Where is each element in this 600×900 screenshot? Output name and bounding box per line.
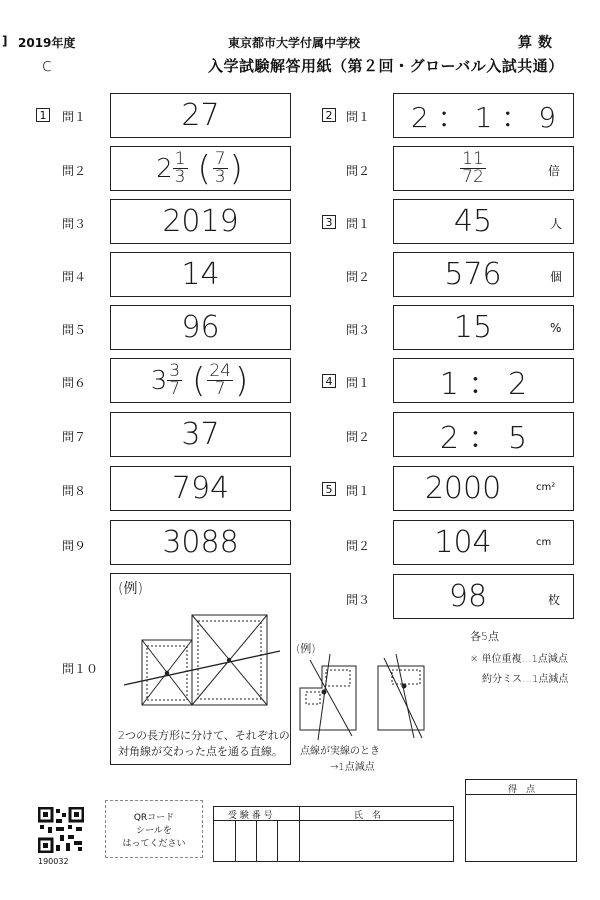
q1-6-label: 問６ (62, 376, 87, 390)
q2-2-answer (393, 146, 553, 191)
name-field[interactable] (299, 819, 453, 861)
section-3-marker: 3 (322, 215, 336, 229)
qr-sticker-area (105, 800, 203, 858)
section-2-marker: 2 (322, 108, 336, 122)
sheet-code: 190032 (38, 857, 69, 866)
q1-1-label: 問１ (62, 110, 87, 124)
q1-2-label: 問２ (62, 164, 87, 178)
q1-7-label: 問７ (62, 430, 87, 444)
q4-2-answer: 2 ： 5 (439, 420, 528, 456)
q10-explanation-line2: 対角線が交わった点を通る直線。 (118, 745, 283, 758)
q3-3-label: 問３ (346, 323, 371, 337)
q1-3-answer: 2019 (162, 204, 239, 239)
q1-8-answer: 794 (171, 471, 230, 506)
q1-2-whole: 2 (156, 153, 173, 184)
q1-9-label: 問９ (62, 539, 87, 553)
right-center-dot (227, 658, 231, 662)
q4-1-label: 問１ (346, 376, 371, 390)
q2-1-label: 問１ (346, 110, 371, 124)
q1-1-answer: 27 (181, 98, 220, 133)
corner-mark: ] (2, 34, 8, 48)
q2-1-answer: 2 ： 1 ： 9 (410, 100, 557, 134)
scoring-note-2: ※ 単位重複…1点減点 (470, 654, 568, 665)
q2-2-fraction (460, 151, 486, 186)
q5-1-unit: cm² (536, 482, 556, 493)
q4-2-label: 問２ (346, 430, 371, 444)
section-4-marker: 4 (322, 374, 336, 388)
section-1-marker: 1 (36, 108, 50, 122)
qr-instruction-2: シールを (136, 825, 172, 836)
score-label: 得 点 (508, 785, 536, 795)
school-name: 東京都市大学付属中学校 (228, 36, 361, 50)
q2-2-den: 72 (462, 167, 484, 187)
q2-2-unit: 倍 (548, 164, 561, 178)
exam-number-field[interactable] (214, 819, 298, 861)
handwritten-mark: c (42, 55, 52, 76)
q1-2-pden: 3 (214, 167, 226, 187)
subject-label: 算数 (518, 35, 558, 51)
q5-3-answer: 98 (448, 579, 488, 614)
q3-1-answer: 45 (453, 204, 493, 239)
section-5-marker: 5 (322, 482, 336, 496)
q5-3-unit: 枚 (548, 593, 561, 607)
q1-5-label: 問５ (62, 323, 87, 337)
q1-6-improper (207, 363, 233, 398)
q1-4-label: 問４ (62, 270, 87, 284)
example2-label: (例) (296, 642, 316, 655)
qr-instruction-3: はってください (122, 838, 186, 849)
q1-6-fraction (167, 363, 182, 398)
q1-7-answer: 37 (181, 417, 220, 452)
q3-2-answer: 576 (444, 257, 502, 292)
q1-2-improper (213, 151, 228, 186)
q3-3-unit: % (550, 321, 562, 335)
scoring-note-1: 各5点 (470, 630, 499, 643)
q5-1-answer: 2000 (424, 471, 502, 506)
q1-2-fraction (173, 151, 188, 186)
q1-6-pnum: 24 (209, 361, 231, 381)
q1-4-answer: 14 (181, 257, 220, 292)
q1-8-label: 問８ (62, 484, 87, 498)
q4-1-answer: 1 ： 2 (439, 366, 528, 402)
exam-number-label: 受 験 番 号 (228, 811, 273, 821)
q3-1-label: 問１ (346, 217, 371, 231)
q1-6-den: 7 (169, 379, 181, 399)
q1-2-num: 1 (174, 149, 186, 169)
example2-diagram (296, 652, 436, 742)
q2-2-num: 11 (462, 149, 484, 169)
q3-2-unit: 個 (550, 270, 563, 284)
score-box (465, 779, 577, 862)
q5-2-unit: cm (536, 537, 552, 548)
q1-2-answer: 2 $\frac{1}{3}$ ( $\frac{7}{3}$ ) (156, 148, 243, 189)
q10-example-label: (例) (118, 581, 143, 597)
dotted-deduction-note-1: 点線が実線のとき (300, 746, 380, 757)
q5-2-label: 問２ (346, 539, 371, 553)
q1-10-label: 問１０ (62, 662, 99, 676)
dotted-guides (147, 621, 261, 700)
qr-code-icon (38, 807, 84, 853)
q1-6-whole: 3 (150, 365, 168, 396)
q1-2-pnum: 7 (214, 149, 226, 169)
scoring-note-3: 約分ミス…1点減点 (482, 674, 569, 685)
q2-2-label: 問２ (346, 164, 371, 178)
q10-explanation-line1: 2つの長方形に分けて、それぞれの (118, 729, 290, 742)
q1-6-num: 3 (169, 361, 181, 381)
qr-instruction-1: QRコード (133, 812, 175, 823)
q3-3-answer: 15 (453, 310, 493, 345)
q5-2-answer: 104 (434, 525, 492, 560)
dotted-deduction-note-2: →1点減点 (330, 762, 375, 773)
diagonals (142, 615, 267, 705)
exam-year: 2019年度 (18, 36, 76, 50)
q1-6-answer: 3 $\frac{3}{7}$ ( $\frac{24}{7}$ ) (150, 360, 249, 401)
q1-2-den: 3 (174, 167, 186, 187)
q3-1-unit: 人 (550, 217, 563, 231)
q5-1-label: 問１ (346, 484, 371, 498)
name-label: 氏 名 (354, 811, 382, 821)
q1-5-answer: 96 (181, 310, 220, 345)
q5-3-label: 問３ (346, 593, 371, 607)
q3-2-label: 問２ (346, 270, 371, 284)
sheet-title: 入学試験解答用紙（第２回・グローバル入試共通） (208, 57, 564, 75)
q1-9-answer: 3088 (162, 525, 239, 560)
q1-3-label: 問３ (62, 217, 87, 231)
left-center-dot (165, 671, 169, 675)
q1-6-pden: 7 (214, 379, 226, 399)
